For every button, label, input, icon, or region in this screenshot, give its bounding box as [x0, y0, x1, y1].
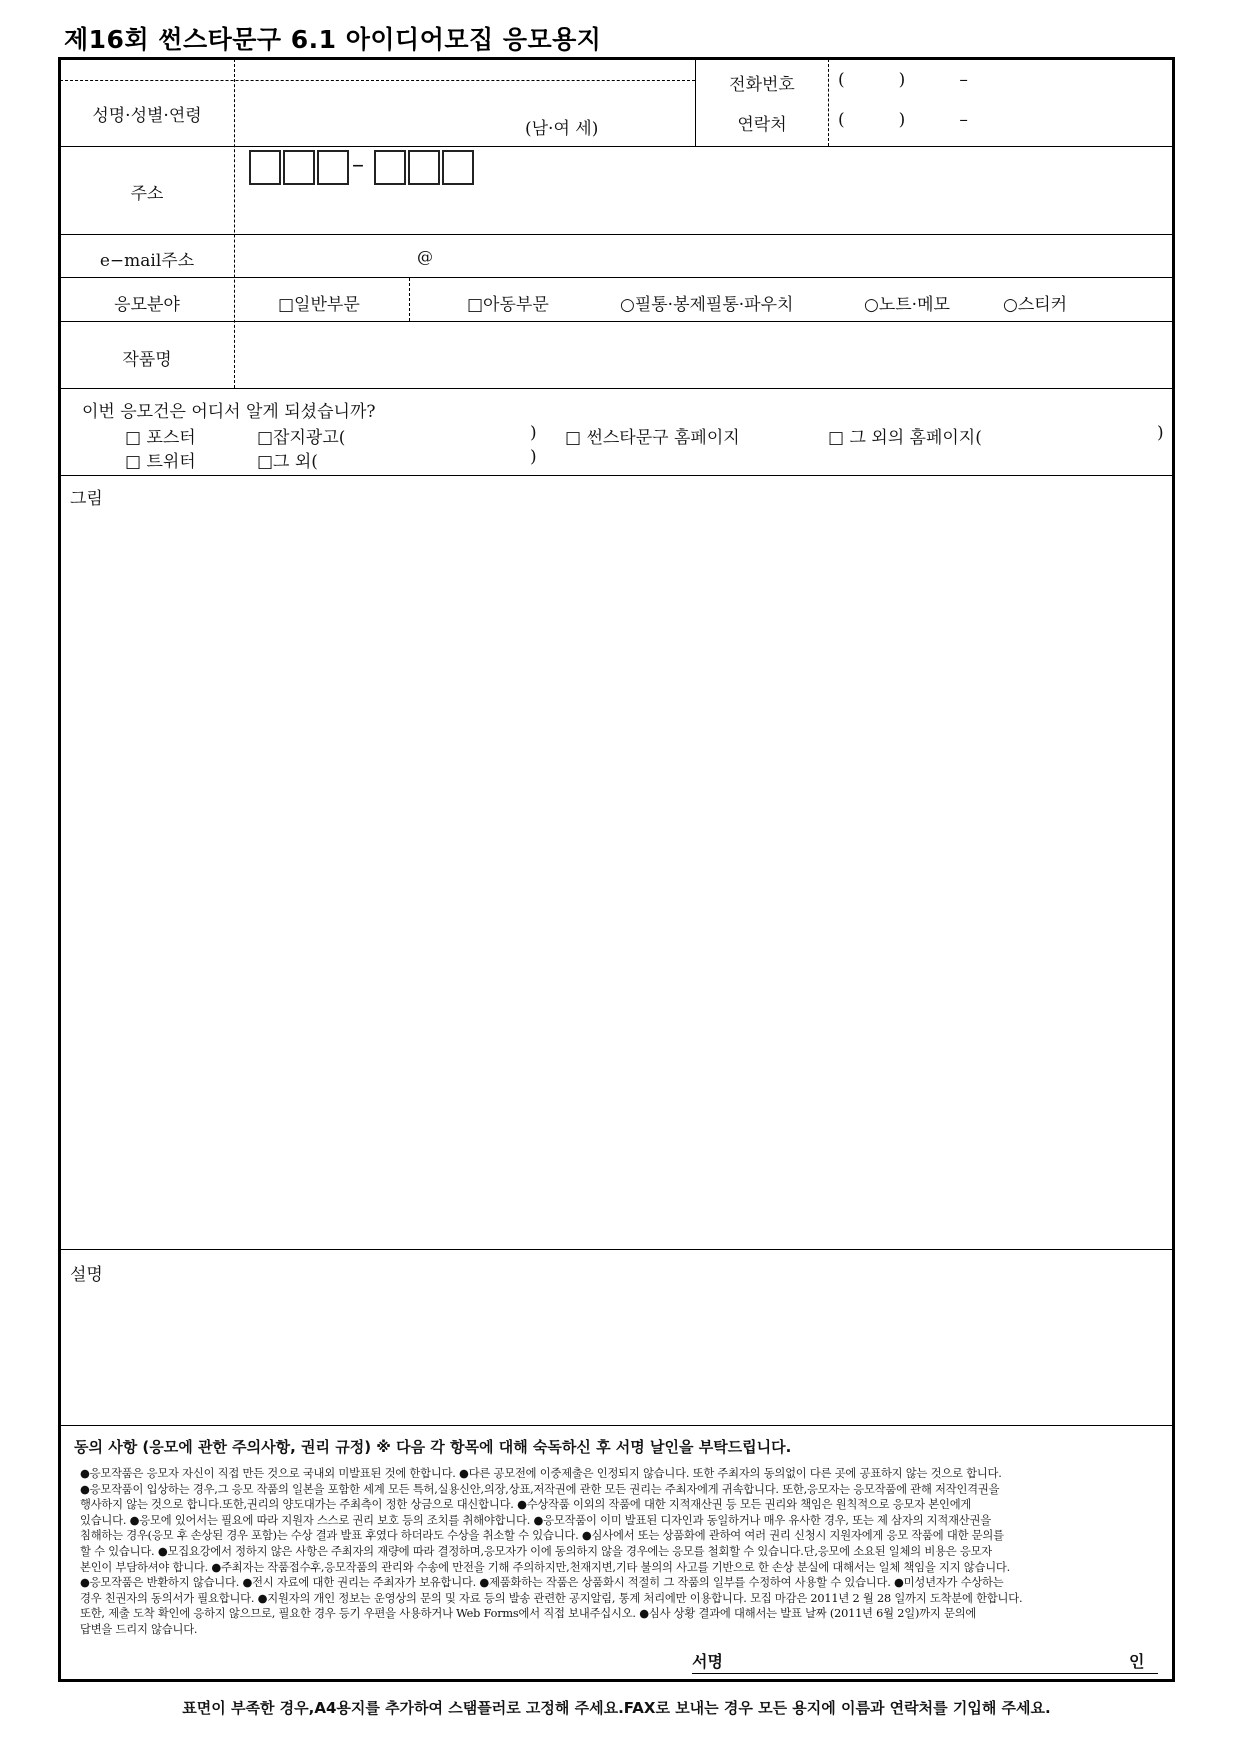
divider — [58, 277, 1175, 278]
description-area[interactable] — [62, 1284, 1171, 1422]
option-notebook[interactable]: ○노트·메모 — [864, 295, 950, 315]
phone-label-divider — [828, 59, 829, 146]
source-other-homepage-close: ) — [1157, 423, 1164, 443]
consent-line: 있습니다. ●응모에 있어서는 필요에 따라 지원자 스스로 권리 보호 등의 조치를 취해야합니다. ●응모작품이 이미 발표된 디자인과 동일하거나 매우 유사한 경우, 또는 제 삼자의 지적재산권을 — [80, 1513, 991, 1527]
divider — [58, 234, 1175, 235]
seal-label: 인 — [1129, 1652, 1145, 1671]
source-question: 이번 응모건은 어디서 알게 되셨습니까? — [82, 402, 376, 422]
phone-label: 전화번호 — [729, 75, 795, 95]
contact-label: 연락처 — [737, 115, 787, 135]
consent-line: 행사하지 않는 것으로 합니다.또한,권리의 양도대가는 주최측이 정한 상금으로 대신합니다. ●수상작품 이외의 작품에 대한 지적재산권 등 모든 권리와 책임은 원칙적으로 응모자 본인에게 — [80, 1498, 972, 1512]
signature-line[interactable] — [692, 1673, 1158, 1674]
drawing-area[interactable] — [62, 508, 1171, 1246]
source-twitter-checkbox[interactable]: □ 트위터 — [125, 452, 196, 472]
consent-line: 할 수 있습니다. ●모집요강에서 정하지 않은 사항은 주최자의 재량에 따라 결정하며,응모자가 이에 동의하지 않을 경우에는 응모를 철회할 수 있습니다.단,응모에 소요된 일체의 비용은 응모자 — [80, 1544, 993, 1558]
category-kids-checkbox[interactable]: □아동부문 — [467, 295, 549, 315]
option-pencil-case[interactable]: ○필통·봉제필통·파우치 — [620, 295, 794, 315]
category-general-checkbox[interactable]: □일반부문 — [278, 295, 360, 315]
divider — [58, 1425, 1175, 1426]
source-other-close: ) — [530, 447, 537, 467]
source-other-checkbox[interactable]: □그 외( — [257, 452, 318, 472]
drawing-label: 그림 — [70, 489, 103, 509]
label-column-divider — [234, 59, 235, 388]
page-title: 제16회 썬스타문구 6.1 아이디어모집 응모용지 — [64, 25, 602, 54]
divider — [58, 475, 1175, 476]
consent-line: ●응모작품은 반환하지 않습니다. ●전시 자료에 대한 권리는 주최자가 보유합니다. ●제품화하는 작품은 상품화시 적절히 그 작품의 일부를 수정하여 사용할 수 있습니다. ●미성년자가 수상하는 — [80, 1576, 1004, 1590]
description-label: 설명 — [70, 1265, 103, 1285]
phone-column-divider — [695, 59, 696, 146]
zip-digit-box[interactable] — [283, 150, 315, 185]
source-magazine-close: ) — [530, 423, 537, 443]
divider — [58, 388, 1175, 389]
zip-separator: – — [352, 150, 364, 178]
zip-digit-box[interactable] — [317, 150, 349, 185]
category-divider — [409, 278, 410, 321]
divider — [58, 146, 1175, 147]
address-label: 주소 — [130, 184, 164, 204]
divider — [58, 321, 1175, 322]
consent-line: 침해하는 경우(응모 후 손상된 경우 포함)는 수상 결과 발표 후였다 하더라도 수상을 취소할 수 있습니다. ●심사에서 또는 상품화에 관하여 여러 권리 신청시 지원자에게 응모 작품에 대한 문의를 — [80, 1529, 1004, 1543]
source-poster-checkbox[interactable]: □ 포스터 — [125, 428, 196, 448]
consent-line: 경우 친권자의 동의서가 필요합니다. ●지원자의 개인 정보는 운영상의 문의 및 자료 등의 발송 관련한 공지알림, 통계 처리에만 이용합니다. 모집 마감은 2011년 2 월 28 일까지 도착분에 한합니다. — [80, 1591, 1023, 1605]
consent-line: 답변을 드리지 않습니다. — [80, 1622, 198, 1636]
phone-field[interactable]: ( ) – — [838, 70, 968, 90]
furigana-divider — [60, 80, 695, 81]
consent-line: ●응모작품은 응모자 자신이 직접 만든 것으로 국내외 미발표된 것에 한합니다. ●다른 공모전에 이중제출은 인정되지 않습니다. 또한 주최자의 동의없이 다른 곳에 공표하지 않는 것으로 합니다. — [80, 1467, 1002, 1480]
category-label: 응모분야 — [114, 295, 180, 315]
consent-text — [80, 1466, 1165, 1638]
source-other-homepage-checkbox[interactable]: □ 그 외의 홈페이지( — [828, 428, 982, 448]
source-magazine-checkbox[interactable]: □잡지광고( — [257, 428, 346, 448]
zip-digit-box[interactable] — [442, 150, 474, 185]
consent-heading: 동의 사항 (응모에 관한 주의사항, 권리 규정) ※ 다음 각 항목에 대해 숙독하신 후 서명 날인을 부탁드립니다. — [74, 1438, 792, 1456]
contact-field[interactable]: ( ) – — [838, 110, 968, 130]
divider — [58, 1249, 1175, 1250]
zip-digit-box[interactable] — [249, 150, 281, 185]
source-homepage-checkbox[interactable]: □ 썬스타문구 홈페이지 — [565, 428, 740, 448]
zip-digit-box[interactable] — [374, 150, 406, 185]
name-label: 성명·성별·연령 — [92, 106, 202, 126]
gender-age-field[interactable]: (남·여 세) — [525, 119, 599, 139]
email-label: e−mail주소 — [99, 251, 195, 271]
work-title-label: 작품명 — [122, 350, 172, 370]
consent-line: 또한, 제출 도착 확인에 응하지 않으므로, 필요한 경우 등기 우편을 사용하거나 Web Forms에서 직접 보내주십시오. ●심사 상황 결과에 대해서는 발표 날짜 (2011년 6월 2일)까지 문의에 — [80, 1607, 977, 1621]
email-at-sign: @ — [417, 247, 433, 266]
zip-digit-box[interactable] — [408, 150, 440, 185]
consent-line: 본인이 부담하셔야 합니다. ●주최자는 작품접수후,응모작품의 관리와 수송에 만전을 기해 주의하지만,천재지변,기타 불의의 사고를 기반으로 한 손상 분실에 대해서는 일체 책임을 지지 않습니다. — [80, 1560, 1011, 1574]
signature-label: 서명 — [692, 1652, 723, 1671]
option-sticker[interactable]: ○스티커 — [1003, 295, 1068, 315]
footer-note: 표면이 부족한 경우,A4용지를 추가하여 스탬플러로 고정해 주세요.FAX로 보내는 경우 모든 용지에 이름과 연락처를 기입해 주세요. — [182, 1699, 1051, 1717]
consent-line: ●응모작품이 입상하는 경우,그 응모 작품의 일본을 포함한 세계 모든 특허,실용신안,의장,상표,저작권에 관한 모든 권리는 주최자에게 귀속합니다. 또한,응모자는 응모작품에 관해 저작인격권을 — [80, 1482, 1000, 1496]
